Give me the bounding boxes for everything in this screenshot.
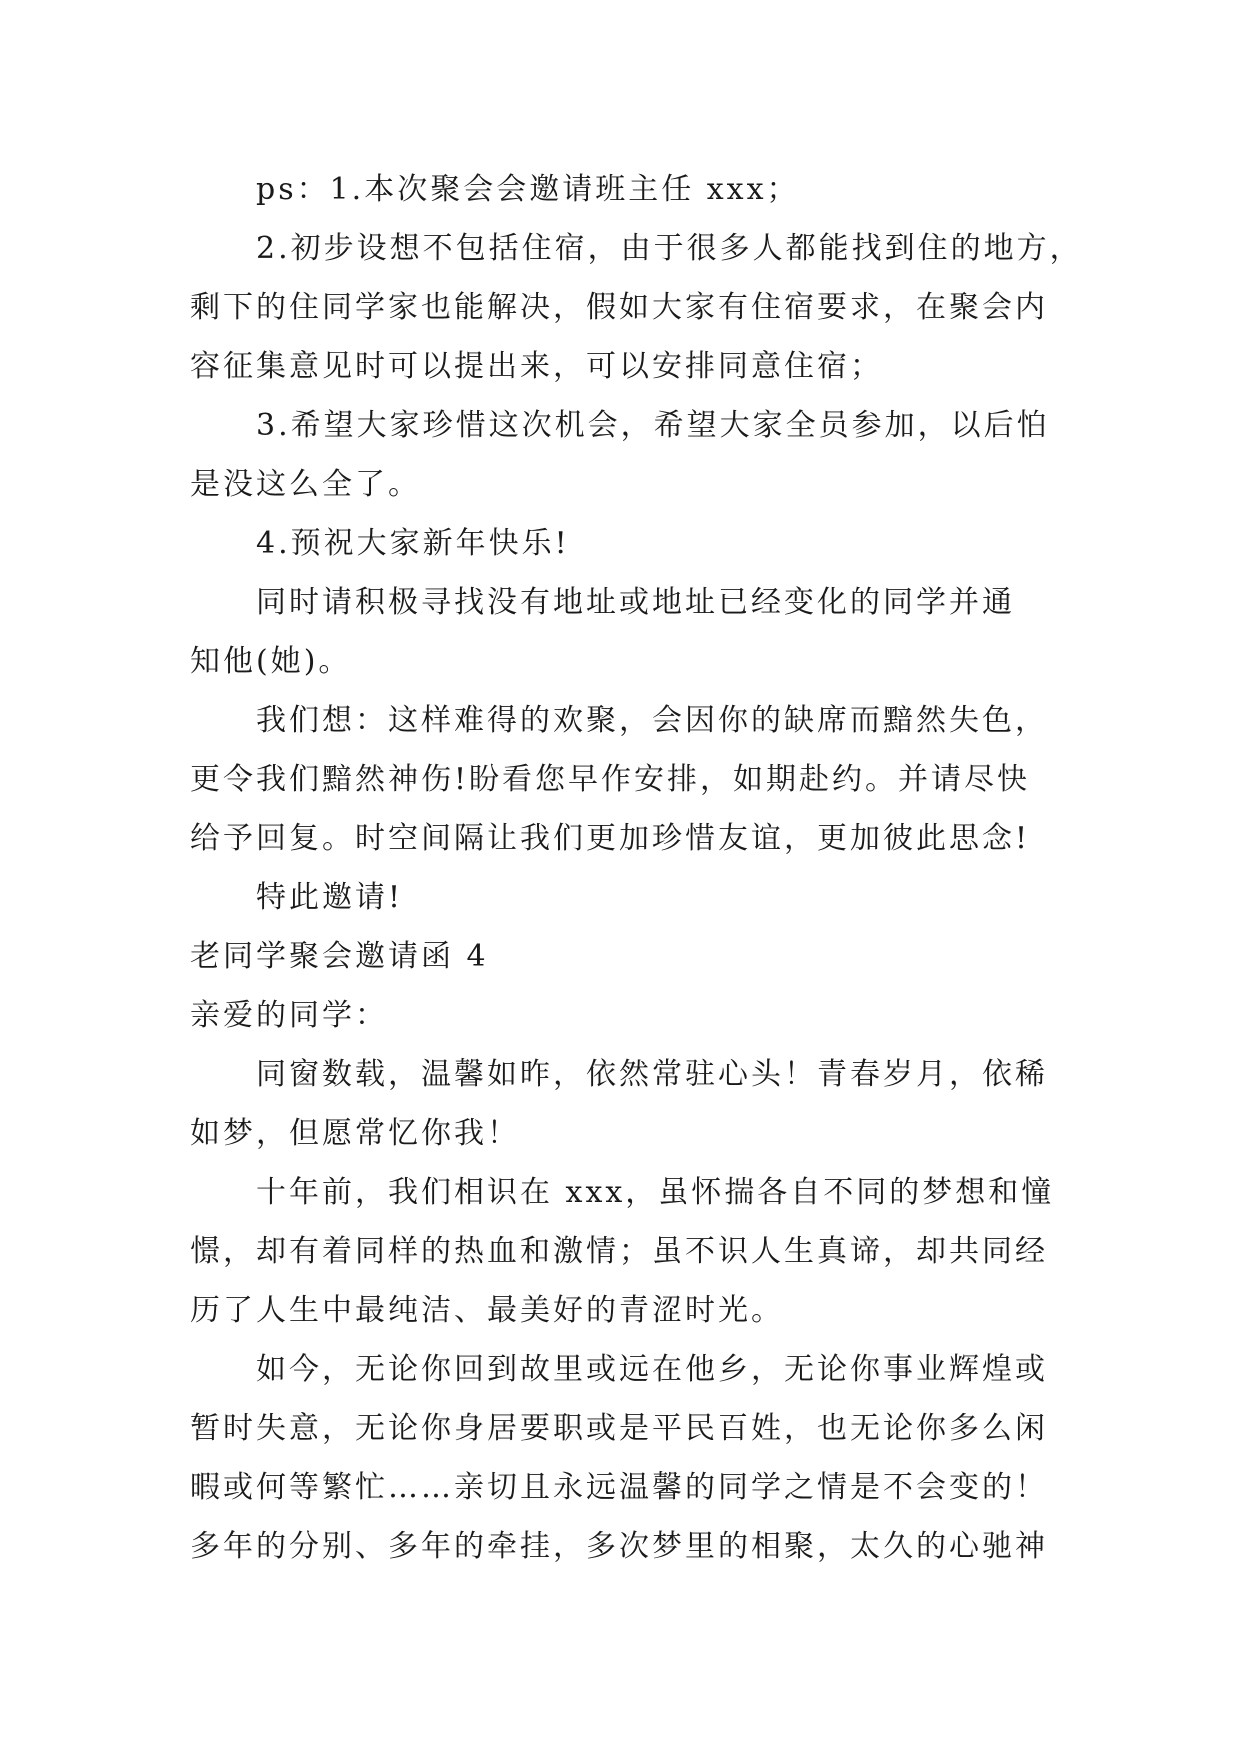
text-line: 3.希望大家珍惜这次机会，希望大家全员参加，以后怕 [256, 408, 1050, 443]
text-line: 憬，却有着同样的热血和激情；虽不识人生真谛，却共同经 [190, 1234, 1048, 1269]
salutation: 亲爱的同学： [190, 998, 388, 1033]
document-body [190, 160, 1083, 1576]
text-line: 同窗数载，温馨如昨，依然常驻心头！青春岁月，依稀 [256, 1057, 1048, 1092]
text-line: 多年的分别、多年的牵挂，多次梦里的相聚，太久的心驰神 [190, 1529, 1048, 1564]
text-line: 容征集意见时可以提出来，可以安排同意住宿； [190, 349, 883, 384]
text-line: 暇或何等繁忙……亲切且永远温馨的同学之情是不会变的！ [190, 1470, 1048, 1505]
text-line: 4.预祝大家新年快乐! [256, 526, 570, 561]
text-line: 是没这么全了。 [190, 467, 421, 502]
section-title: 老同学聚会邀请函 4 [190, 939, 489, 974]
text-line: ps：1.本次聚会会邀请班主任 xxx； [256, 172, 800, 207]
text-line: 十年前，我们相识在 xxx，虽怀揣各自不同的梦想和憧 [256, 1175, 1055, 1210]
text-line: 同时请积极寻找没有地址或地址已经变化的同学并通 [256, 585, 1015, 620]
text-line: 暂时失意，无论你身居要职或是平民百姓，也无论你多么闲 [190, 1411, 1048, 1446]
text-line: 历了人生中最纯洁、最美好的青涩时光。 [190, 1293, 784, 1328]
text-line: 剩下的住同学家也能解决，假如大家有住宿要求，在聚会内 [190, 290, 1048, 325]
text-line: 如梦，但愿常忆你我！ [190, 1116, 520, 1151]
text-line: 如今，无论你回到故里或远在他乡，无论你事业辉煌或 [256, 1352, 1048, 1387]
text-line: 给予回复。时空间隔让我们更加珍惜友谊，更加彼此思念! [190, 821, 1031, 856]
text-line: 更令我们黯然神伤!盼看您早作安排，如期赴约。并请尽快 [190, 762, 1031, 797]
text-line: 2.初步设想不包括住宿，由于很多人都能找到住的地方， [256, 231, 1083, 266]
text-line: 特此邀请! [256, 880, 404, 915]
text-line: 知他(她)。 [190, 644, 352, 679]
text-line: 我们想：这样难得的欢聚，会因你的缺席而黯然失色， [256, 703, 1048, 738]
